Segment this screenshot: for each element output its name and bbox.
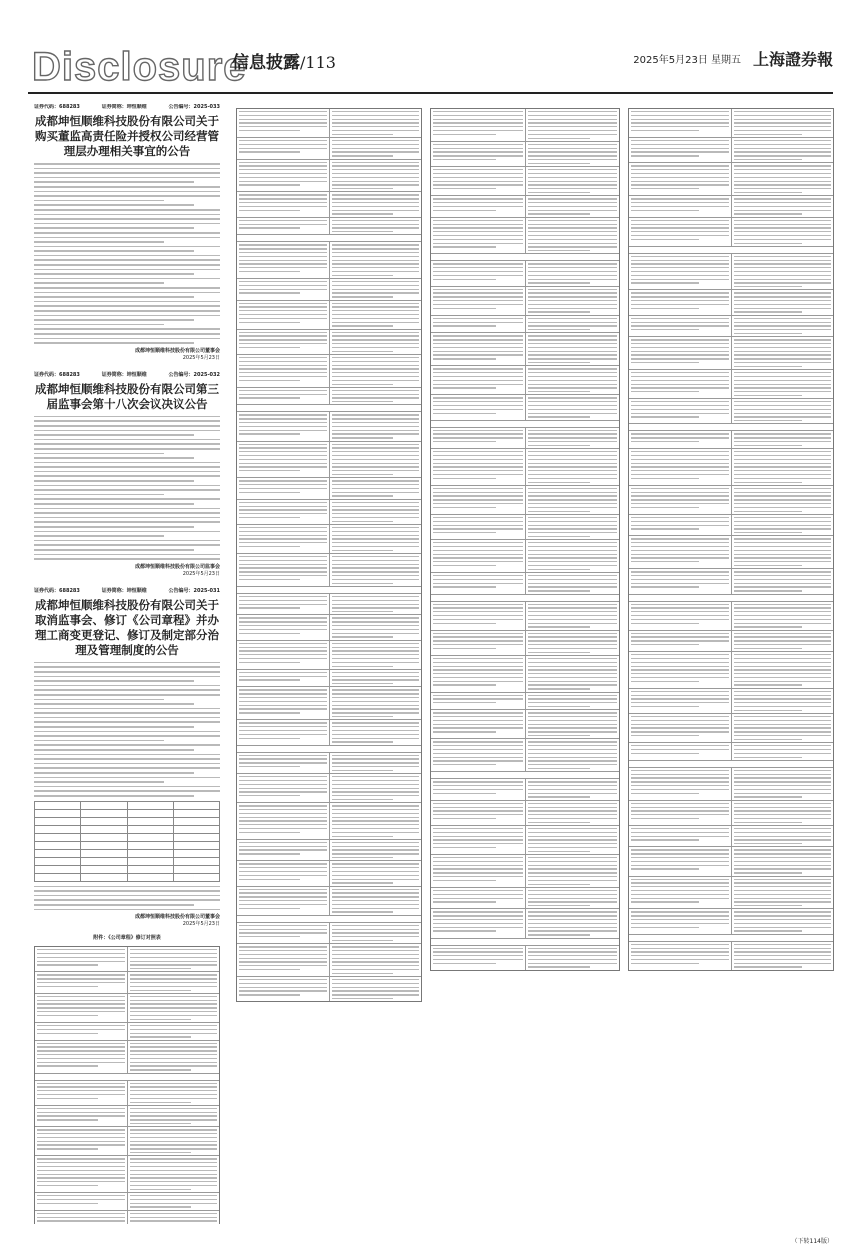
disclosure-logo: Disclosure — [32, 45, 247, 89]
table-row — [35, 1210, 219, 1224]
comparison-table — [430, 108, 620, 971]
text-line — [34, 287, 220, 289]
text-line — [34, 259, 220, 261]
table-row — [629, 195, 833, 216]
text-line — [34, 721, 220, 723]
text-line — [34, 531, 220, 533]
table-row — [629, 315, 833, 336]
table-row — [431, 572, 619, 593]
text-line — [34, 195, 220, 197]
table-row — [35, 1040, 219, 1073]
table-subheading — [431, 253, 619, 260]
table-row — [629, 398, 833, 423]
table-subheading — [431, 594, 619, 601]
text-line — [34, 282, 164, 284]
text-line — [34, 754, 220, 756]
article-body — [34, 662, 220, 797]
table-row — [35, 1105, 219, 1126]
table-row — [431, 195, 619, 216]
text-line — [34, 315, 220, 317]
table-row — [237, 860, 421, 885]
table-row — [431, 738, 619, 771]
table-subheading — [431, 771, 619, 778]
text-line — [34, 237, 220, 239]
text-line — [34, 255, 220, 257]
section-title: 信息披露/113 — [232, 53, 336, 73]
table-row — [35, 971, 219, 992]
text-line — [34, 708, 220, 710]
table-row — [629, 217, 833, 246]
page-number: /113 — [300, 53, 336, 72]
text-line — [34, 416, 220, 418]
article-body — [34, 416, 220, 560]
text-line — [34, 749, 194, 751]
text-line — [34, 662, 220, 664]
text-line — [34, 899, 220, 901]
text-line — [34, 241, 164, 243]
table-row — [629, 713, 833, 742]
continued-note: （下转114版） — [791, 1238, 833, 1245]
column-2 — [236, 104, 422, 1224]
text-line — [34, 758, 220, 760]
table-row — [629, 485, 833, 514]
article-code-line: 证券代码：688283 证券简称：坤恒顺维 公告编号：2025-033 — [34, 104, 220, 110]
text-line — [34, 434, 194, 436]
text-line — [34, 168, 220, 170]
text-line — [34, 503, 194, 505]
text-line — [34, 214, 220, 216]
masthead-rule — [28, 92, 833, 94]
table-row — [35, 1022, 219, 1040]
text-line — [34, 790, 220, 792]
table-subheading — [237, 404, 421, 411]
table-row — [431, 539, 619, 572]
text-line — [34, 498, 220, 500]
text-line — [34, 680, 194, 682]
article-title: 成都坤恒顺维科技股份有限公司关于取消监事会、修订《公司章程》并办理工商变更登记、修订及制定部分治理及管理制度的公告 — [35, 597, 219, 657]
table-row — [431, 448, 619, 485]
table-row — [237, 839, 421, 860]
text-line — [34, 209, 220, 211]
table-row — [629, 651, 833, 688]
article-date: 2025年5月23日 — [182, 354, 220, 361]
table-row — [237, 640, 421, 669]
text-line — [34, 328, 220, 330]
text-line — [34, 731, 220, 733]
text-line — [34, 521, 220, 523]
text-line — [34, 466, 220, 468]
table-row — [431, 286, 619, 315]
text-line — [34, 685, 220, 687]
text-line — [34, 338, 220, 340]
table-row — [431, 825, 619, 854]
text-line — [34, 448, 220, 450]
table-row — [35, 1155, 219, 1192]
table-row — [629, 825, 833, 846]
text-line — [34, 204, 194, 206]
text-line — [34, 554, 220, 556]
table-row — [431, 692, 619, 710]
issue-date: 2025年5月23日 星期五 — [633, 55, 741, 66]
text-line — [34, 232, 220, 234]
column-4 — [628, 104, 834, 1224]
masthead — [28, 46, 833, 88]
text-line — [34, 218, 220, 220]
text-line — [34, 177, 220, 179]
table-row — [431, 315, 619, 333]
text-line — [34, 310, 220, 312]
table-row — [629, 876, 833, 909]
table-row — [237, 943, 421, 976]
table-row — [237, 499, 421, 524]
text-line — [34, 475, 220, 477]
article-signature: 成都坤恒顺维科技股份有限公司董事会 — [134, 914, 220, 921]
text-line — [34, 269, 220, 271]
text-line — [34, 890, 220, 892]
text-line — [34, 786, 220, 788]
table-row — [237, 217, 421, 235]
table-row — [629, 908, 833, 933]
table-row — [629, 800, 833, 825]
table-row — [431, 887, 619, 908]
table-row — [629, 162, 833, 195]
comparison-table — [34, 946, 220, 1224]
table-row — [629, 430, 833, 448]
table-subheading — [629, 423, 833, 430]
table-subheading — [431, 420, 619, 427]
table-row — [431, 394, 619, 419]
table-subheading — [237, 586, 421, 593]
text-line — [34, 549, 194, 551]
table-row — [237, 886, 421, 915]
text-line — [34, 512, 220, 514]
table-row — [431, 800, 619, 825]
article-code-line: 证券代码：688283 证券简称：坤恒顺维 公告编号：2025-031 — [34, 587, 220, 594]
text-line — [34, 200, 164, 202]
text-line — [34, 703, 194, 705]
text-line — [34, 781, 164, 783]
table-row — [629, 688, 833, 713]
text-line — [34, 273, 194, 275]
comparison-table — [236, 108, 422, 1002]
text-line — [34, 305, 220, 307]
table-row — [431, 485, 619, 514]
table-row — [629, 336, 833, 369]
text-line — [34, 443, 220, 445]
table-row — [629, 846, 833, 875]
text-line — [34, 689, 220, 691]
newspaper-name: 上海證券報 — [752, 50, 833, 69]
table-row — [237, 802, 421, 839]
table-row — [629, 137, 833, 162]
article-title: 成都坤恒顺维科技股份有限公司第三届监事会第十八次会议决议公告 — [35, 381, 219, 411]
text-line — [34, 186, 220, 188]
text-line — [34, 227, 194, 229]
text-line — [34, 540, 220, 542]
text-line — [34, 301, 220, 303]
table-row — [431, 601, 619, 630]
table-row — [237, 354, 421, 387]
article-date: 2025年5月23日 — [182, 921, 220, 928]
table-row — [629, 601, 833, 630]
table-row — [431, 260, 619, 285]
text-line — [34, 508, 220, 510]
text-line — [34, 699, 164, 701]
text-line — [34, 676, 220, 678]
text-line — [34, 485, 220, 487]
text-line — [34, 296, 194, 298]
text-line — [34, 712, 220, 714]
text-line — [34, 886, 220, 888]
table-subheading — [237, 915, 421, 922]
text-line — [34, 278, 220, 280]
article-body — [34, 886, 220, 911]
text-line — [34, 319, 194, 321]
text-line — [34, 246, 220, 248]
text-line — [34, 904, 194, 906]
table-row — [431, 332, 619, 365]
text-line — [34, 342, 194, 344]
text-line — [34, 763, 220, 765]
table-row — [431, 655, 619, 692]
column-1 — [34, 104, 220, 1224]
article-signature: 成都坤恒顺维科技股份有限公司董事会 — [134, 347, 220, 354]
text-line — [34, 425, 220, 427]
text-line — [34, 181, 194, 183]
table-row — [35, 1126, 219, 1155]
text-line — [34, 558, 220, 560]
text-line — [34, 333, 220, 335]
table-row — [237, 773, 421, 802]
article-body — [34, 163, 220, 344]
table-row — [431, 778, 619, 799]
text-line — [34, 744, 220, 746]
table-row — [237, 137, 421, 158]
table-row — [35, 993, 219, 1022]
column-3 — [430, 104, 620, 1224]
article-title: 成都坤恒顺维科技股份有限公司关于购买董监高责任险并授权公司经营管理层办理相关事宜的公告 — [35, 114, 219, 158]
table-subheading — [237, 745, 421, 752]
table-row — [237, 191, 421, 216]
table-row — [431, 709, 619, 738]
table-subheading — [629, 246, 833, 253]
table-row — [431, 854, 619, 887]
table-row — [237, 976, 421, 1001]
text-line — [34, 740, 164, 742]
table-row — [237, 159, 421, 192]
table-row — [237, 329, 421, 354]
table-row — [237, 278, 421, 299]
table-row — [237, 686, 421, 719]
text-line — [34, 544, 220, 546]
text-line — [34, 439, 220, 441]
table-row — [431, 945, 619, 970]
table-row — [629, 568, 833, 593]
table-row — [35, 1192, 219, 1210]
table-subheading — [35, 1073, 219, 1080]
table-row — [237, 441, 421, 478]
article-signature: 成都坤恒顺维科技股份有限公司监事会 — [134, 563, 220, 570]
table-row — [431, 630, 619, 655]
text-line — [34, 717, 220, 719]
table-row — [431, 427, 619, 448]
text-line — [34, 694, 220, 696]
small-table — [34, 801, 220, 882]
table-row — [35, 1080, 219, 1105]
table-row — [629, 289, 833, 314]
table-row — [629, 369, 833, 398]
table-row — [237, 752, 421, 773]
table-row — [629, 941, 833, 970]
table-row — [431, 365, 619, 394]
text-line — [34, 471, 220, 473]
text-line — [34, 172, 220, 174]
table-row — [431, 908, 619, 937]
table-row — [237, 300, 421, 329]
table-row — [237, 241, 421, 278]
text-line — [34, 494, 164, 496]
table-row — [237, 593, 421, 614]
table-row — [237, 109, 421, 137]
text-line — [34, 666, 220, 668]
text-line — [34, 526, 194, 528]
article-code-line: 证券代码：688283 证券简称：坤恒顺维 公告编号：2025-032 — [34, 371, 220, 378]
table-row — [431, 109, 619, 141]
text-line — [34, 430, 220, 432]
text-line — [34, 462, 220, 464]
text-line — [34, 777, 220, 779]
appendix-title: 附件：《公司章程》修订对照表 — [93, 935, 161, 942]
text-line — [34, 795, 194, 797]
text-line — [34, 264, 220, 266]
text-line — [34, 735, 220, 737]
table-row — [431, 141, 619, 166]
table-row — [431, 514, 619, 539]
table-row — [237, 524, 421, 553]
text-line — [34, 324, 164, 326]
table-subheading — [629, 934, 833, 941]
text-line — [34, 535, 164, 537]
table-subheading — [431, 938, 619, 945]
text-line — [34, 517, 220, 519]
text-line — [34, 489, 220, 491]
text-line — [34, 453, 164, 455]
text-line — [34, 671, 220, 673]
table-row — [629, 514, 833, 535]
table-subheading — [629, 760, 833, 767]
table-subheading — [629, 594, 833, 601]
article-date: 2025年5月23日 — [182, 570, 220, 577]
table-row — [629, 630, 833, 651]
table-row — [431, 166, 619, 195]
text-line — [34, 480, 194, 482]
table-row — [35, 947, 219, 971]
text-line — [34, 457, 194, 459]
table-row — [629, 253, 833, 290]
text-line — [34, 895, 220, 897]
table-row — [629, 767, 833, 800]
table-row — [431, 217, 619, 254]
text-line — [34, 191, 220, 193]
text-line — [34, 292, 220, 294]
text-line — [34, 163, 220, 165]
table-row — [629, 535, 833, 568]
text-line — [34, 767, 220, 769]
table-row — [237, 614, 421, 639]
table-row — [237, 922, 421, 943]
table-row — [237, 411, 421, 440]
table-row — [629, 109, 833, 137]
table-row — [237, 719, 421, 744]
text-line — [34, 420, 220, 422]
table-row — [237, 477, 421, 498]
table-row — [629, 448, 833, 485]
text-line — [34, 223, 220, 225]
table-row — [237, 669, 421, 687]
text-line — [34, 250, 194, 252]
text-line — [34, 909, 220, 911]
table-row — [629, 742, 833, 760]
table-row — [237, 553, 421, 586]
table-subheading — [237, 234, 421, 241]
text-line — [34, 726, 194, 728]
table-row — [237, 387, 421, 405]
text-line — [34, 772, 194, 774]
comparison-table — [628, 108, 834, 971]
